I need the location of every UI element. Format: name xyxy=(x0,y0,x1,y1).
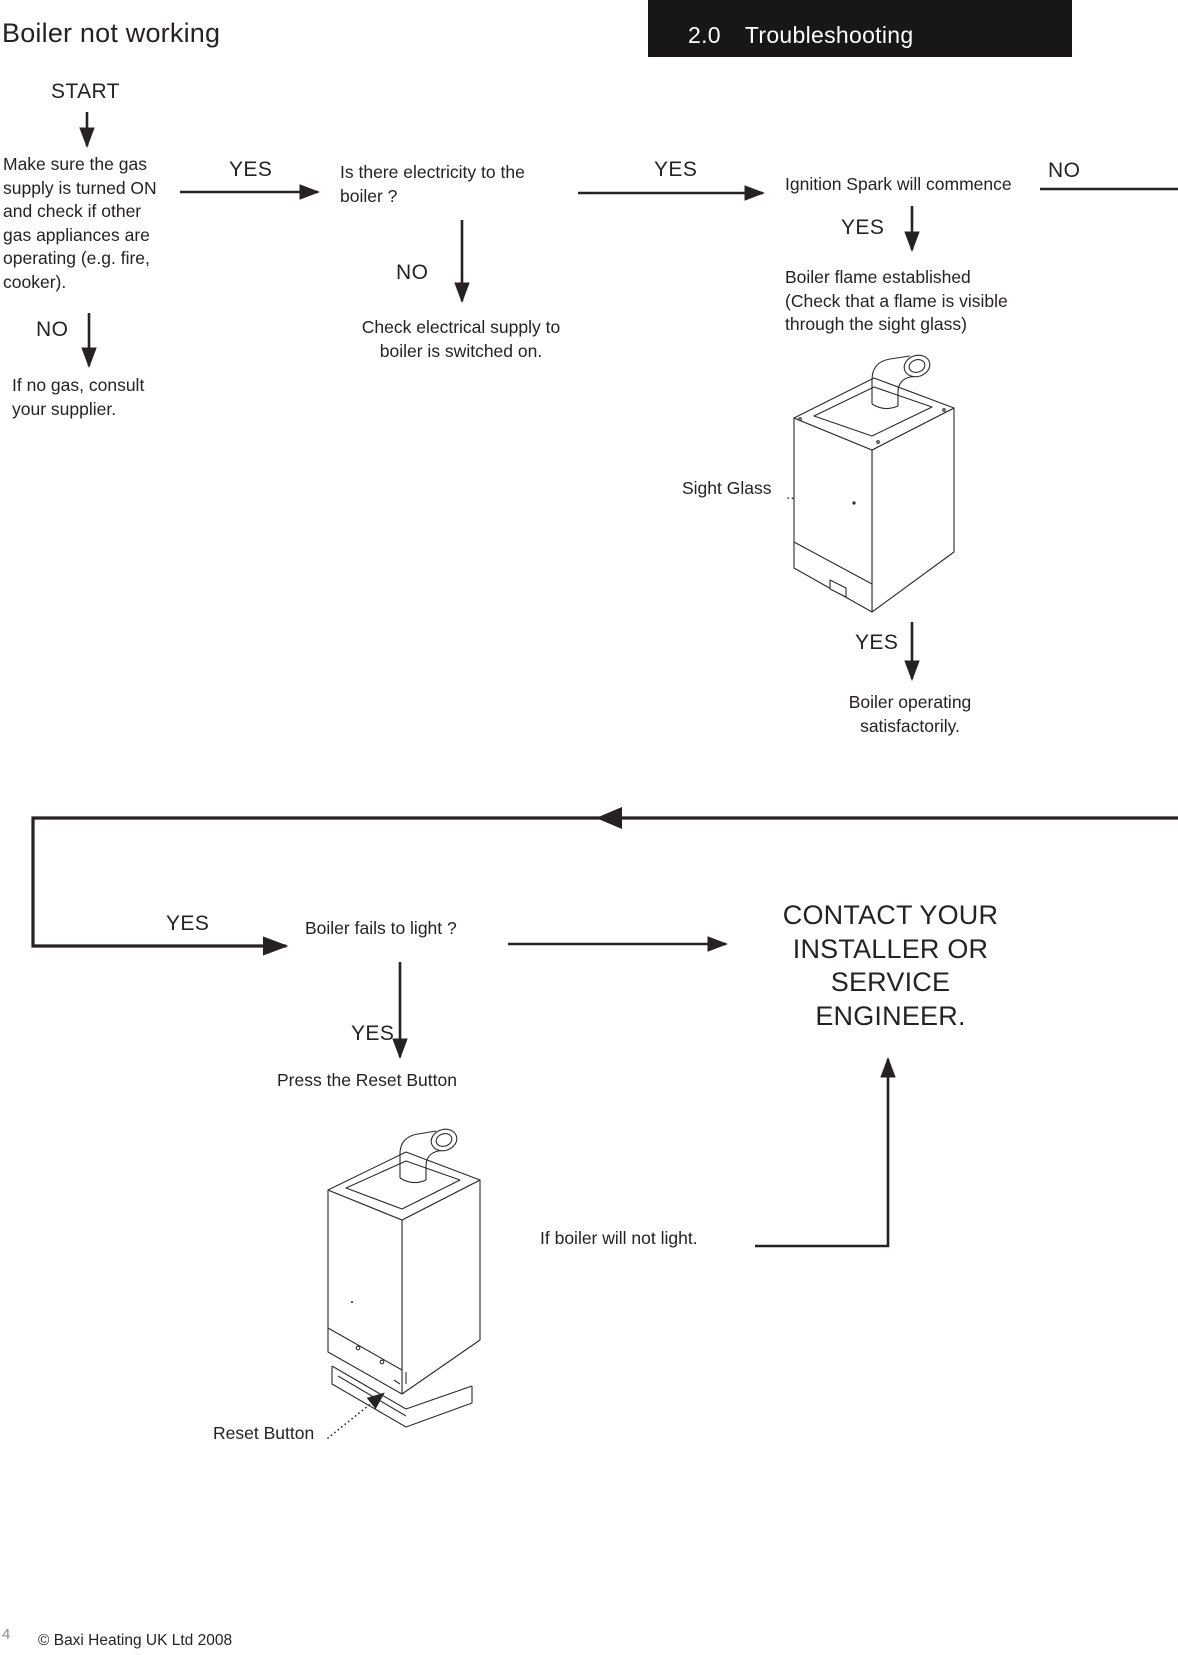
yes-label-2: YES xyxy=(654,158,698,181)
section-title: Troubleshooting xyxy=(744,22,914,48)
yes-label-3: YES xyxy=(841,216,885,239)
step-gas-check: Make sure the gas supply is turned ON and check if other gas appliances are operating (e.g. fire, cooker). xyxy=(3,154,157,292)
yes-label-5: YES xyxy=(166,912,210,935)
step-not-light: If boiler will not light. xyxy=(540,1228,698,1248)
page-number: 4 xyxy=(2,1626,11,1643)
boiler-illustration-sight-glass xyxy=(794,352,954,612)
no-label-2: NO xyxy=(396,261,429,284)
arrow-not-light-to-contact xyxy=(755,1059,888,1246)
reset-button-label: Reset Button xyxy=(213,1423,315,1443)
step-no-gas: If no gas, consult your supplier. xyxy=(12,375,145,419)
step-check-electrical: Check electrical supply to boiler is switched on. xyxy=(361,317,561,361)
step-flame-established: Boiler flame established (Check that a flame is visible through the sight glass) xyxy=(785,267,1008,334)
step-operating: Boiler operating satisfactorily. xyxy=(848,692,972,736)
yes-label-4: YES xyxy=(855,631,899,654)
boiler-illustration-reset-button xyxy=(328,1126,480,1427)
page-title: Boiler not working xyxy=(2,18,221,48)
no-label-3: NO xyxy=(1048,159,1081,182)
start-label: START xyxy=(51,80,120,103)
left-arrowhead-icon xyxy=(596,807,622,829)
sight-glass-leader-line xyxy=(788,498,845,502)
yes-label-6: YES xyxy=(351,1022,395,1045)
step-press-reset: Press the Reset Button xyxy=(277,1070,457,1090)
section-number: 2.0 xyxy=(688,22,721,48)
step-fails-question: Boiler fails to light ? xyxy=(305,918,457,938)
step-electricity-question: Is there electricity to the boiler ? xyxy=(340,162,525,206)
copyright-notice: © Baxi Heating UK Ltd 2008 xyxy=(38,1632,233,1649)
step-ignition: Ignition Spark will commence xyxy=(785,174,1012,194)
reset-button-leader-line xyxy=(328,1394,383,1438)
step-contact-installer: CONTACT YOUR INSTALLER OR SERVICE ENGINEER. xyxy=(782,900,999,1031)
section-header-bar xyxy=(648,0,1072,57)
sight-glass-label: Sight Glass xyxy=(682,478,772,498)
no-label-1: NO xyxy=(36,318,69,341)
yes-label-1: YES xyxy=(229,158,273,181)
